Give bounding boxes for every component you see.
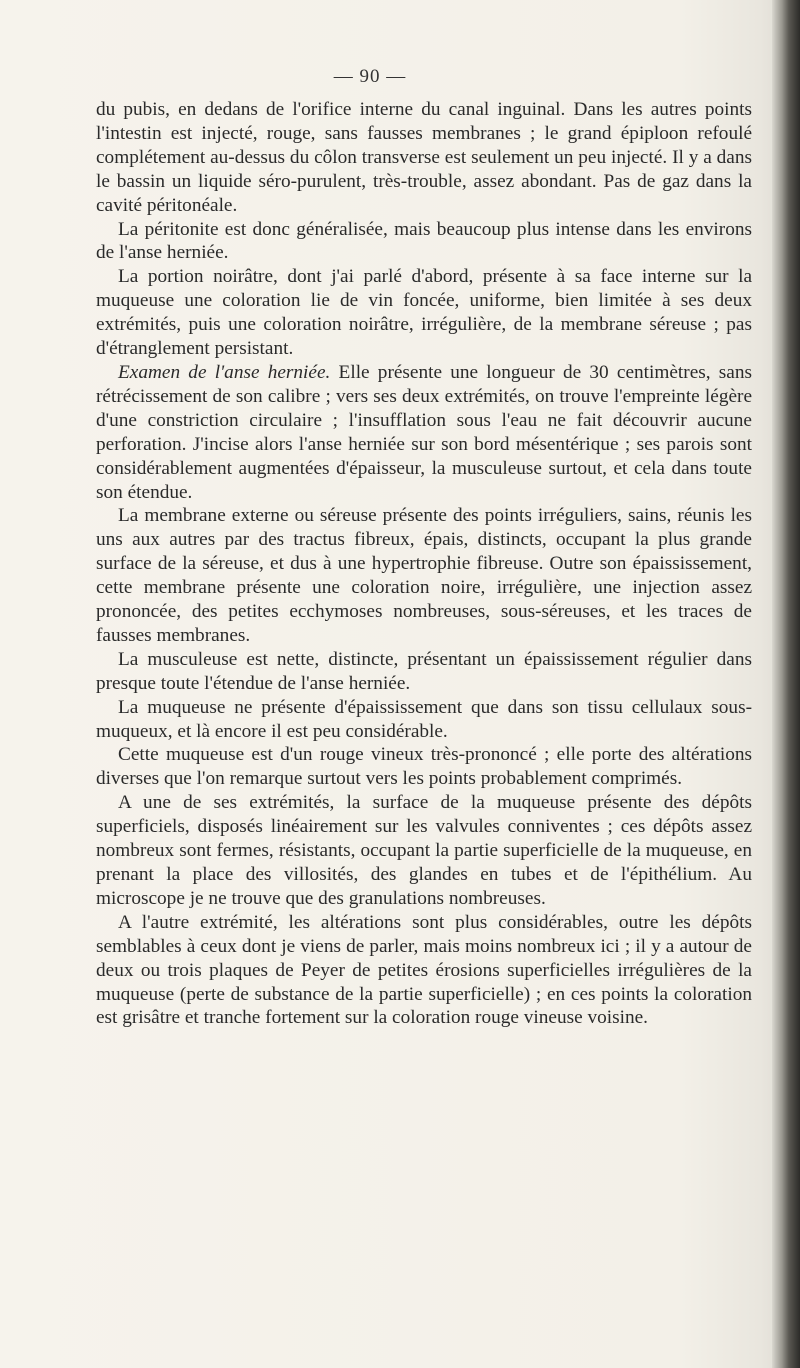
paragraph: A une de ses extrémités, la surface de la muqueuse présente des dépôts superficiels, disposés linéairement sur les valvules conniventes ; ces dépôts assez nombreux sont fermes, résistants, occupant la partie superficielle de la muqueuse, en prenant la place des villosités, des glandes en tubes et de l'épithélium. Au microscope je ne trouve que des granulations nombreuses. — [96, 792, 752, 909]
paragraph: La péritonite est donc généralisée, mais beaucoup plus intense dans les environs de l'anse herniée. — [96, 218, 752, 264]
section-heading: Examen de l'anse herniée. — [118, 361, 331, 383]
page-number: — 90 — — [333, 66, 407, 87]
paragraph: La muqueuse ne présente d'épaississement que dans son tissu cellulaux sous-muqueux, et là encore il est peu considérable. — [96, 696, 752, 742]
paragraph: La musculeuse est nette, distincte, présentant un épaississement régulier dans presque toute l'étendue de l'anse herniée. — [96, 648, 752, 694]
paragraph: Cette muqueuse est d'un rouge vineux très-prononcé ; elle porte des altérations diverses que l'on remarque surtout vers les points probablement comprimés. — [96, 744, 752, 790]
paragraph: La membrane externe ou séreuse présente des points irréguliers, sains, réunis les uns aux autres par des tractus fibreux, épais, distincts, occupant la plus grande surface de la séreuse, et dus à une hypertrophie fibreuse. Outre son épaississement, cette membrane présente une coloration noire, irrégulière, une injection assez prononcée, des petites ecchymoses nombreuses, sous-séreuses, et les traces de fausses membranes. — [96, 505, 752, 646]
body-text — [96, 98, 752, 1030]
paragraph: du pubis, en dedans de l'orifice interne du canal inguinal. Dans les autres points l'intestin est injecté, rouge, sans fausses membranes ; le grand épiploon refoulé complétement au-dessus du côlon transverse est seulement un peu injecté. Il y a dans le bassin un liquide séro-purulent, très-trouble, assez abondant. Pas de gaz dans la cavité péritonéale. — [96, 99, 752, 216]
paragraph — [96, 361, 752, 504]
book-binding-edge — [772, 0, 800, 1368]
paragraph: A l'autre extrémité, les altérations sont plus considérables, outre les dépôts semblables à ceux dont je viens de parler, mais moins nombreux ici ; il y a autour de deux ou trois plaques de Peyer de petites érosions superficielles irrégulières de la muqueuse (perte de substance de la partie superficielle) ; en ces points la coloration est grisâtre et tranche fortement sur la coloration rouge vineuse voisine. — [96, 911, 752, 1029]
paragraph-text: Elle présente une longueur de 30 centimètres, sans rétrécissement de son calibre ; vers ses deux extrémités, on trouve l'empreinte légère d'une constriction circulaire ; l'insufflation sous l'eau ne fait découvrir aucune perforation. J'incise alors l'anse herniée sur son bord mésentérique ; ses parois sont considérablement augmentées d'épaisseur, la musculeuse surtout, et cela dans toute son étendue. — [96, 361, 752, 503]
paragraph: La portion noirâtre, dont j'ai parlé d'abord, présente à sa face interne sur la muqueuse une coloration lie de vin foncée, uniforme, bien limitée à ses deux extrémités, puis une coloration noirâtre, irrégulière, de la membrane séreuse ; pas d'étranglement persistant. — [96, 266, 752, 360]
